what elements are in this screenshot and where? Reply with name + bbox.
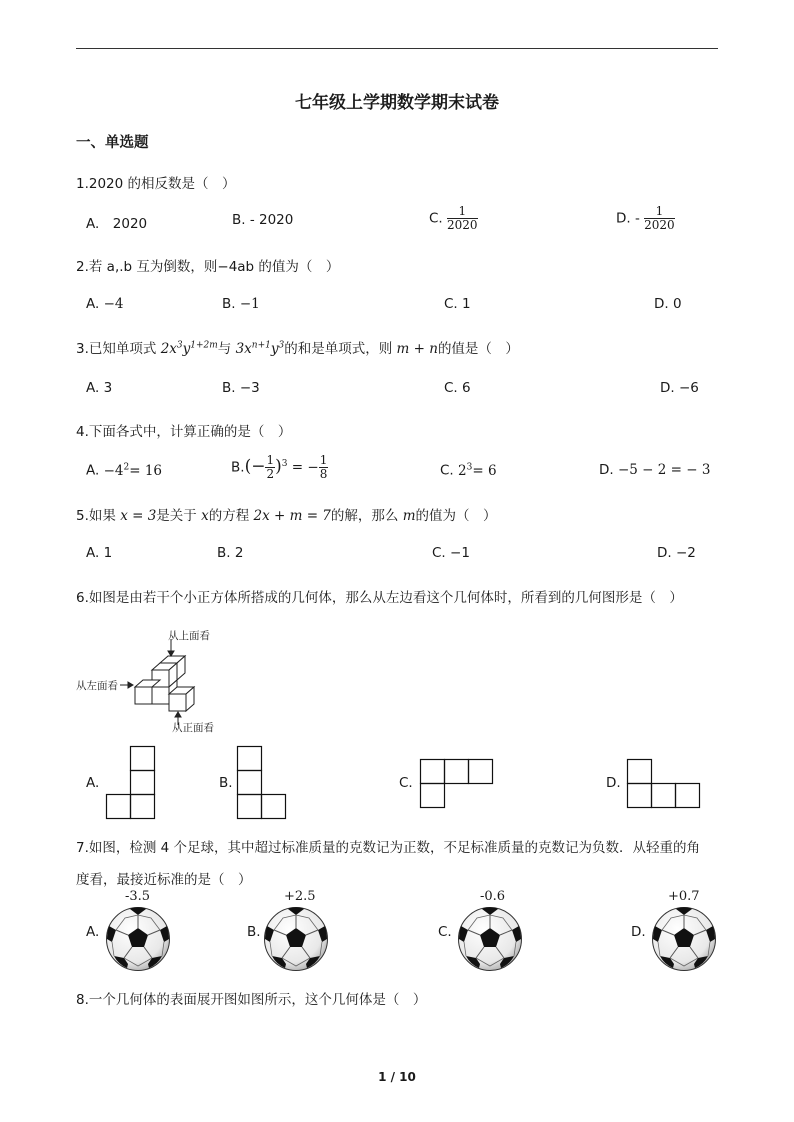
q4-b-frac2	[319, 454, 329, 481]
q4-a-expr	[104, 463, 162, 479]
q5-part3: 的方程	[208, 508, 250, 524]
q7-ball-a-soccer-icon[interactable]	[105, 906, 171, 972]
q1-option-d-fraction	[644, 205, 675, 232]
q4-b-eq: = −	[291, 459, 319, 476]
q3-term2	[236, 341, 285, 357]
q4-option-b[interactable]	[231, 454, 328, 481]
q5-option-b[interactable]: B. 2	[217, 545, 244, 561]
q3-t2-base: 3x	[235, 341, 252, 357]
question-1-stem: 1.2020 的相反数是（ ）	[76, 176, 236, 192]
q3-expr: m + n	[396, 341, 438, 357]
q7-ball-a-value: -3.5	[125, 889, 151, 904]
q3-tail: 的值是（ ）	[437, 341, 519, 357]
q3-t1-y: y	[182, 341, 191, 357]
q7-option-b[interactable]: B.	[247, 924, 261, 940]
q4-a-label: A.	[86, 462, 100, 479]
q2-b-label: B.	[222, 296, 236, 312]
q5-expr4: m	[402, 508, 416, 524]
q3-option-c[interactable]: C. 6	[444, 380, 471, 396]
q4-b-lparen: (−	[244, 456, 266, 477]
question-5-stem	[76, 504, 497, 524]
q4-a-exp: 2	[123, 462, 130, 472]
q3-mid: 与	[217, 341, 232, 357]
q1-d-numerator: 1	[644, 205, 675, 219]
q1-c-numerator: 1	[447, 205, 478, 219]
q4-b-exp: 3	[281, 459, 288, 469]
q1-option-b[interactable]: B. - 2020	[232, 212, 294, 228]
q4-b-rparen: )	[275, 456, 282, 477]
question-6-stem: 6.如图是由若干个小正方体所搭成的几何体，那么从左边看这个几何体时，所看到的几何图形是（ ）	[76, 590, 683, 606]
q6-option-c[interactable]: C.	[399, 775, 413, 791]
q6-option-b-figure[interactable]	[237, 746, 287, 820]
q5-part5: 的值为（ ）	[415, 508, 497, 524]
q5-expr2: x	[201, 508, 209, 524]
q3-t1-base: 2x	[160, 341, 177, 357]
q7-ball-d-soccer-icon[interactable]	[651, 906, 717, 972]
q4-c-exp: 3	[466, 462, 473, 472]
q4-d-label: D.	[599, 462, 614, 478]
q4-c-label: C.	[440, 462, 454, 479]
q2-option-c[interactable]: C. 1	[444, 296, 471, 312]
q4-c-eq: = 6	[472, 462, 497, 479]
q4-option-c[interactable]	[440, 462, 497, 479]
q3-option-b[interactable]: B. −3	[222, 380, 260, 396]
q7-ball-c-soccer-icon[interactable]	[457, 906, 523, 972]
q4-b-num2: 1	[319, 453, 328, 467]
q3-option-a[interactable]: A. 3	[86, 380, 113, 396]
q6-option-a-figure[interactable]	[106, 746, 156, 820]
q5-expr1: x = 3	[120, 508, 157, 524]
q4-a-pre: −4	[103, 462, 124, 479]
q3-t1-exp2: 1+2m	[190, 340, 218, 351]
q6-option-d[interactable]: D.	[606, 775, 621, 791]
q7-option-a[interactable]: A.	[86, 924, 100, 940]
question-3-stem	[76, 337, 519, 357]
q1-c-denominator: 2020	[447, 218, 478, 232]
question-2-stem: 2.若 a,.b 互为倒数，则−4ab 的值为（ ）	[76, 259, 340, 275]
q7-ball-b-soccer-icon[interactable]	[263, 906, 329, 972]
q3-t2-exp1: n+1	[251, 340, 271, 351]
question-8-stem: 8.一个几何体的表面展开图如图所示，这个几何体是（ ）	[76, 992, 427, 1008]
q6-label-front-view: 从正面看	[172, 722, 214, 734]
q6-label-top-view: 从上面看	[168, 630, 210, 642]
q2-option-d[interactable]: D. 0	[654, 296, 682, 312]
question-7-line1: 7.如图，检测 4 个足球，其中超过标准质量的克数记为正数，不足标准质量的克数记为负数．从轻重的角	[76, 840, 701, 856]
q4-c-base: 2	[458, 462, 467, 479]
q4-b-num1: 1	[266, 453, 275, 467]
q1-option-a[interactable]: A. 2020	[86, 216, 148, 232]
q6-option-b[interactable]: B.	[219, 775, 233, 791]
q2-b-value: −1	[239, 296, 260, 312]
q6-option-d-figure[interactable]	[627, 759, 703, 809]
page-number: 1 / 10	[378, 1070, 416, 1084]
q4-option-a[interactable]	[86, 462, 162, 479]
question-7-line2: 度看，最接近标准的是（ ）	[76, 872, 252, 888]
q1-option-c[interactable]	[429, 205, 478, 232]
page-title: 七年级上学期数学期末试卷	[295, 93, 499, 113]
q4-c-expr	[458, 463, 497, 479]
q3-t2-y: y	[270, 341, 279, 357]
q1-option-d-label: D. -	[616, 210, 640, 227]
q2-a-label: A.	[86, 296, 100, 312]
q5-part2: 是关于	[156, 508, 197, 524]
q3-prefix: 3.已知单项式	[76, 341, 157, 357]
q5-option-c[interactable]: C. −1	[432, 545, 470, 561]
q5-part1: 5.如果	[76, 508, 116, 524]
q3-t1-exp1: 3	[176, 340, 183, 351]
q4-d-expr: −5 − 2 = − 3	[617, 462, 711, 478]
q6-option-a[interactable]: A.	[86, 775, 100, 791]
q2-option-a[interactable]	[86, 296, 124, 312]
q6-label-left-view: 从左面看	[76, 680, 118, 692]
q7-ball-d-value: +0.7	[668, 889, 700, 904]
q1-option-c-label: C.	[429, 210, 443, 227]
q3-option-d[interactable]: D. −6	[660, 380, 699, 396]
q4-b-den1: 2	[266, 467, 275, 481]
q4-b-frac1	[265, 454, 275, 481]
q3-term1	[161, 341, 218, 357]
q3-t2-exp2: 3	[278, 340, 285, 351]
section-heading: 一、单选题	[76, 135, 149, 151]
q4-b-label: B.	[231, 459, 245, 476]
question-4-stem: 4.下面各式中，计算正确的是（ ）	[76, 424, 292, 440]
q1-d-denominator: 2020	[644, 218, 675, 232]
q5-option-d[interactable]: D. −2	[657, 545, 696, 561]
header-rule	[76, 48, 718, 49]
q4-a-post: = 16	[129, 462, 163, 479]
q7-option-c[interactable]: C.	[438, 924, 452, 940]
q5-part4: 的解，那么	[330, 508, 399, 524]
q5-option-a[interactable]: A. 1	[86, 545, 113, 561]
q4-b-den2: 8	[319, 467, 328, 481]
q1-option-c-fraction	[447, 205, 478, 232]
q3-suffix: 的和是单项式，则	[284, 341, 393, 357]
q2-a-value: −4	[103, 296, 124, 312]
q7-ball-b-value: +2.5	[284, 889, 316, 904]
q7-option-d[interactable]: D.	[631, 924, 646, 940]
q7-ball-c-value: -0.6	[480, 889, 506, 904]
q5-expr3: 2x + m = 7	[253, 508, 331, 524]
q1-option-d[interactable]	[616, 205, 675, 232]
q6-option-c-figure[interactable]	[420, 759, 494, 809]
q2-option-b[interactable]	[222, 296, 260, 312]
q4-option-d[interactable]	[599, 462, 710, 478]
